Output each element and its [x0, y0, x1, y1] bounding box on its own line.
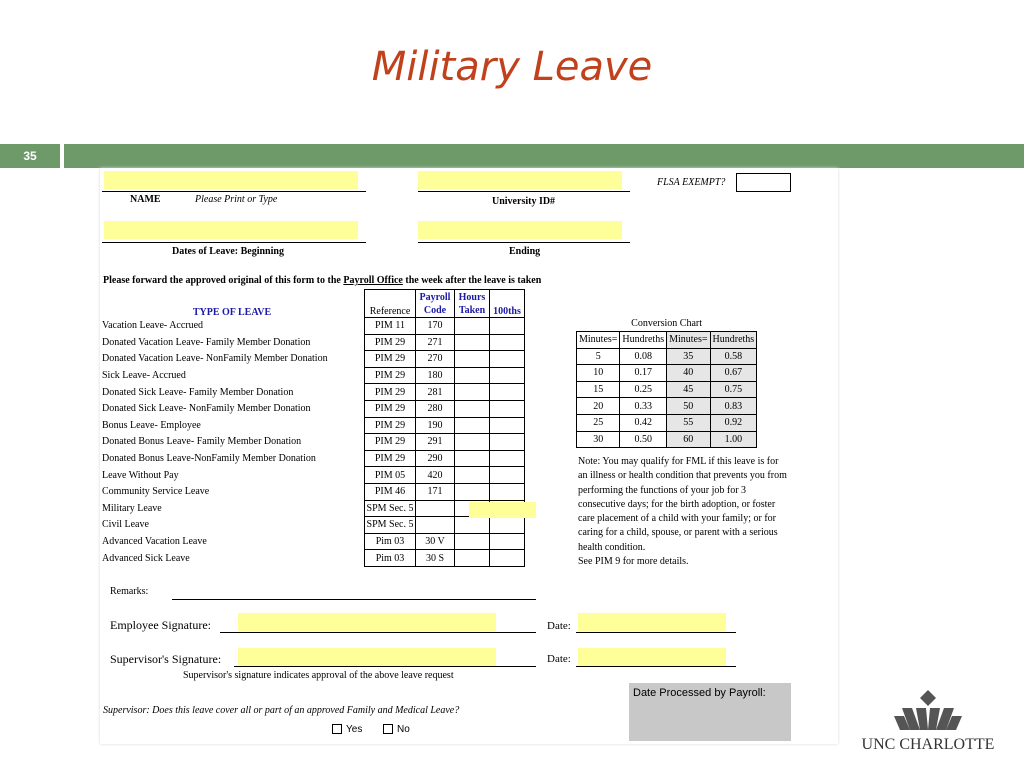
hundredths-cell[interactable] [490, 318, 525, 335]
hundredths-cell[interactable] [490, 434, 525, 451]
conv-header: Minutes= [577, 332, 620, 349]
university-id-label: University ID# [492, 196, 556, 207]
supervisor-signature-line [234, 666, 536, 667]
hundredths-cell[interactable] [490, 400, 525, 417]
conv-hundredths: 0.25 [620, 381, 667, 398]
supervisor-signature-field[interactable] [238, 648, 496, 666]
header-hours-taken: Hours Taken [455, 290, 490, 318]
conversion-row [577, 414, 757, 431]
university-id-field[interactable] [418, 171, 622, 189]
leave-reference: PIM 29 [365, 434, 416, 451]
conv-minutes: 40 [667, 365, 710, 382]
conv-header: Hundreths [710, 332, 757, 349]
employee-signature-label: Employee Signature: [110, 618, 211, 632]
hundredths-cell[interactable] [490, 351, 525, 368]
conv-hundredths: 0.50 [620, 431, 667, 448]
leave-payroll-code: 170 [416, 318, 455, 335]
yes-label: Yes [346, 724, 363, 735]
hours-taken-cell[interactable] [455, 550, 490, 567]
leave-payroll-code [416, 517, 455, 534]
leave-row [100, 367, 525, 384]
leave-reference: SPM Sec. 5 [365, 517, 416, 534]
conv-minutes: 20 [577, 398, 620, 415]
leave-row [100, 500, 525, 517]
header-type-of-leave: TYPE OF LEAVE [100, 290, 365, 318]
leave-payroll-code: 180 [416, 367, 455, 384]
leave-reference: PIM 29 [365, 450, 416, 467]
hours-taken-cell[interactable] [455, 384, 490, 401]
conv-hundredths: 0.17 [620, 365, 667, 382]
no-label: No [397, 724, 410, 735]
hundredths-cell[interactable] [490, 483, 525, 500]
leave-type: Donated Vacation Leave- Family Member Donation [102, 336, 311, 348]
leave-reference: Pim 03 [365, 550, 416, 567]
fml-note-more: See PIM 9 for more details. [578, 556, 689, 568]
end-date-line [418, 242, 630, 243]
leave-reference: Pim 03 [365, 533, 416, 550]
yes-checkbox[interactable] [332, 724, 342, 734]
conversion-row [577, 348, 757, 365]
fml-note-text: Note: You may qualify for FML if this leave is for an illness or health condition that prevents you from performing the functions of your job for 3 consecutive days; for the birth adoption, or foster care placement of a child with your family; or for caring for a child, spouse, or parent with a serious health condition. [578, 456, 787, 553]
leave-row [100, 533, 525, 550]
conversion-row [577, 398, 757, 415]
begin-date-field[interactable] [104, 221, 358, 239]
fml-note [578, 455, 790, 569]
leave-reference: PIM 29 [365, 351, 416, 368]
leave-type: Civil Leave [102, 519, 149, 531]
hundredths-cell[interactable] [490, 550, 525, 567]
hundredths-cell[interactable] [490, 334, 525, 351]
conv-header: Minutes= [667, 332, 710, 349]
slide-number: 35 [0, 144, 60, 168]
leave-type: Bonus Leave- Employee [102, 419, 201, 431]
military-hours-field[interactable] [469, 502, 536, 518]
header-reference: Reference [365, 290, 416, 318]
conv-minutes: 15 [577, 381, 620, 398]
flsa-checkbox[interactable] [736, 173, 791, 192]
conversion-row [577, 381, 757, 398]
conv-minutes: 50 [667, 398, 710, 415]
conv-minutes: 25 [577, 414, 620, 431]
hundredths-cell[interactable] [490, 417, 525, 434]
hours-taken-cell[interactable] [455, 318, 490, 335]
conversion-row [577, 365, 757, 382]
hours-taken-cell[interactable] [455, 517, 490, 534]
slide-title: Military Leave [371, 44, 653, 90]
fml-question: Supervisor: Does this leave cover all or part of an approved Family and Medical Leave? [103, 705, 460, 716]
leave-payroll-code: 271 [416, 334, 455, 351]
employee-signature-field[interactable] [238, 613, 496, 631]
conversion-chart-title: Conversion Chart [631, 318, 702, 329]
leave-type: Advanced Vacation Leave [102, 536, 207, 548]
leave-reference: PIM 29 [365, 400, 416, 417]
leave-row [100, 483, 525, 500]
leave-type-table [100, 289, 525, 567]
conv-hundredths: 0.42 [620, 414, 667, 431]
leave-row [100, 550, 525, 567]
hours-taken-cell[interactable] [455, 450, 490, 467]
hours-taken-cell[interactable] [455, 367, 490, 384]
leave-type: Community Service Leave [102, 486, 210, 498]
remarks-line[interactable] [172, 599, 536, 600]
conversion-row [577, 431, 757, 448]
leave-row [100, 517, 525, 534]
supervisor-approval-note: Supervisor's signature indicates approval of the above leave request [183, 670, 454, 681]
leave-type: Vacation Leave- Accrued [102, 320, 204, 332]
leave-row [100, 434, 525, 451]
name-hint: Please Print or Type [195, 194, 278, 205]
leave-row [100, 400, 525, 417]
leave-type: Sick Leave- Accrued [102, 370, 186, 382]
date-processed-box: Date Processed by Payroll: [629, 683, 791, 741]
leave-payroll-code: 30 V [416, 533, 455, 550]
leave-payroll-code: 280 [416, 400, 455, 417]
employee-date-line [576, 632, 736, 633]
leave-row [100, 417, 525, 434]
no-option[interactable] [383, 724, 410, 735]
unc-charlotte-wordmark: UNC CHARLOTTE [861, 736, 995, 753]
name-field[interactable] [104, 171, 358, 189]
conv-hundredths: 0.92 [710, 414, 757, 431]
conv-hundredths: 1.00 [710, 431, 757, 448]
supervisor-date-field[interactable] [578, 648, 726, 666]
employee-date-label: Date: [547, 620, 571, 632]
leave-reference: PIM 11 [365, 318, 416, 335]
conv-hundredths: 0.67 [710, 365, 757, 382]
payroll-office-link: Payroll Office [343, 275, 403, 286]
name-line [102, 191, 366, 192]
leave-row [100, 318, 525, 335]
conversion-chart [576, 318, 757, 448]
leave-payroll-code [416, 500, 455, 517]
remarks-label: Remarks: [110, 586, 149, 597]
yes-option[interactable] [332, 724, 362, 735]
leave-row [100, 384, 525, 401]
hundredths-cell[interactable] [490, 367, 525, 384]
leave-row [100, 334, 525, 351]
conv-minutes: 55 [667, 414, 710, 431]
leave-payroll-code: 291 [416, 434, 455, 451]
leave-payroll-code: 270 [416, 351, 455, 368]
header-100ths: 100ths [490, 290, 525, 318]
conv-minutes: 35 [667, 348, 710, 365]
employee-date-field[interactable] [578, 613, 726, 631]
end-date-field[interactable] [418, 221, 622, 239]
hours-taken-cell[interactable] [455, 434, 490, 451]
conv-hundredths: 0.08 [620, 348, 667, 365]
leave-type: Donated Bonus Leave-NonFamily Member Donation [102, 453, 316, 465]
leave-reference: PIM 46 [365, 483, 416, 500]
leave-payroll-code: 290 [416, 450, 455, 467]
flsa-label: FLSA EXEMPT? [657, 177, 726, 188]
begin-date-line [102, 242, 366, 243]
leave-form [100, 168, 838, 744]
name-label: NAME [130, 194, 161, 205]
employee-signature-line [220, 632, 536, 633]
supervisor-date-line [576, 666, 736, 667]
conv-minutes: 5 [577, 348, 620, 365]
hundredths-cell[interactable] [490, 384, 525, 401]
leave-reference: PIM 29 [365, 367, 416, 384]
hours-taken-cell[interactable] [455, 483, 490, 500]
leave-reference: SPM Sec. 5 [365, 500, 416, 517]
leave-type: Donated Bonus Leave- Family Member Donation [102, 436, 302, 448]
leave-type: Donated Sick Leave- NonFamily Member Donation [102, 403, 311, 415]
leave-payroll-code: 190 [416, 417, 455, 434]
leave-payroll-code: 281 [416, 384, 455, 401]
leave-type: Leave Without Pay [102, 469, 179, 481]
supervisor-signature-label: Supervisor's Signature: [110, 652, 222, 666]
supervisor-date-label: Date: [547, 653, 571, 665]
conv-hundredths: 0.33 [620, 398, 667, 415]
leave-reference: PIM 29 [365, 384, 416, 401]
leave-payroll-code: 30 S [416, 550, 455, 567]
leave-type: Military Leave [102, 502, 162, 514]
title-band [64, 144, 1024, 168]
leave-payroll-code: 420 [416, 467, 455, 484]
leave-row [100, 351, 525, 368]
leave-row [100, 450, 525, 467]
conv-hundredths: 0.58 [710, 348, 757, 365]
conv-minutes: 60 [667, 431, 710, 448]
conv-minutes: 30 [577, 431, 620, 448]
conv-minutes: 45 [667, 381, 710, 398]
hours-taken-cell[interactable] [455, 417, 490, 434]
hours-taken-cell[interactable] [455, 400, 490, 417]
conv-hundredths: 0.83 [710, 398, 757, 415]
hundredths-cell[interactable] [490, 517, 525, 534]
hundredths-cell[interactable] [490, 467, 525, 484]
hundredths-cell[interactable] [490, 450, 525, 467]
hours-taken-cell[interactable] [455, 467, 490, 484]
conv-hundredths: 0.75 [710, 381, 757, 398]
hours-taken-cell[interactable] [455, 334, 490, 351]
no-checkbox[interactable] [383, 724, 393, 734]
conv-header: Hundreths [620, 332, 667, 349]
header-payroll-code: Payroll Code [416, 290, 455, 318]
hours-taken-cell[interactable] [455, 533, 490, 550]
leave-row [100, 467, 525, 484]
university-id-line [418, 191, 630, 192]
leave-reference: PIM 05 [365, 467, 416, 484]
leave-reference: PIM 29 [365, 334, 416, 351]
hundredths-cell[interactable] [490, 533, 525, 550]
conv-minutes: 10 [577, 365, 620, 382]
hours-taken-cell[interactable] [455, 351, 490, 368]
leave-type: Donated Sick Leave- Family Member Donation [102, 386, 294, 398]
leave-payroll-code: 171 [416, 483, 455, 500]
leave-type: Donated Vacation Leave- NonFamily Member Donation [102, 353, 328, 365]
ending-label: Ending [509, 246, 541, 257]
dates-label: Dates of Leave: Beginning [172, 246, 284, 257]
forward-instruction: Please forward the approved original of this form to the Payroll Office the week after the leave is taken [103, 275, 542, 286]
leave-reference: PIM 29 [365, 417, 416, 434]
leave-type: Advanced Sick Leave [102, 552, 190, 564]
